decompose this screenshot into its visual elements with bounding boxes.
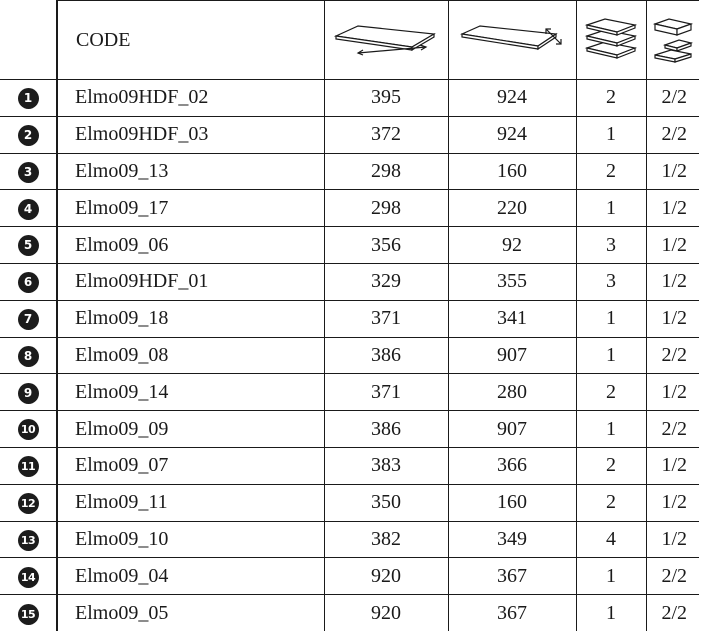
width-cell: 907 — [448, 411, 576, 448]
length-cell: 350 — [324, 484, 448, 521]
quantity-cell: 3 — [576, 227, 646, 264]
code-cell: Elmo09_07 — [57, 447, 324, 484]
length-cell: 920 — [324, 558, 448, 595]
table-row — [0, 300, 699, 337]
code-cell: Elmo09_14 — [57, 374, 324, 411]
table-row — [0, 521, 699, 558]
table-row — [0, 153, 699, 190]
width-cell: 907 — [448, 337, 576, 374]
package-cell: 2/2 — [646, 558, 699, 595]
code-cell: Elmo09HDF_02 — [57, 80, 324, 117]
width-cell: 341 — [448, 300, 576, 337]
row-number-cell — [0, 80, 57, 117]
width-cell: 220 — [448, 190, 576, 227]
row-number-badge: 10 — [18, 419, 39, 440]
code-cell: Elmo09_05 — [57, 595, 324, 631]
row-number-badge: 12 — [18, 493, 39, 514]
length-cell: 386 — [324, 337, 448, 374]
package-cell: 2/2 — [646, 411, 699, 448]
row-number-badge: 13 — [18, 530, 39, 551]
code-cell: Elmo09HDF_01 — [57, 263, 324, 300]
length-cell: 372 — [324, 116, 448, 153]
width-cell: 924 — [448, 80, 576, 117]
package-cell: 1/2 — [646, 484, 699, 521]
code-cell: Elmo09_08 — [57, 337, 324, 374]
quantity-cell: 2 — [576, 374, 646, 411]
code-cell: Elmo09_17 — [57, 190, 324, 227]
row-number-badge: 11 — [18, 456, 39, 477]
table-row — [0, 595, 699, 631]
quantity-cell: 2 — [576, 484, 646, 521]
length-cell: 371 — [324, 374, 448, 411]
row-number-cell — [0, 227, 57, 264]
row-number-badge: 7 — [18, 309, 39, 330]
length-cell: 920 — [324, 595, 448, 631]
package-cell: 1/2 — [646, 447, 699, 484]
quantity-cell: 4 — [576, 521, 646, 558]
code-column-header: CODE — [57, 1, 324, 80]
package-cell: 2/2 — [646, 337, 699, 374]
quantity-column-header — [576, 1, 646, 80]
quantity-cell: 1 — [576, 411, 646, 448]
package-cell: 1/2 — [646, 521, 699, 558]
width-cell: 355 — [448, 263, 576, 300]
row-number-cell — [0, 411, 57, 448]
row-number-cell — [0, 595, 57, 631]
length-cell: 383 — [324, 447, 448, 484]
package-cell: 1/2 — [646, 153, 699, 190]
table-row — [0, 80, 699, 117]
row-number-cell — [0, 374, 57, 411]
quantity-cell: 2 — [576, 447, 646, 484]
row-number-badge: 3 — [18, 162, 39, 183]
code-cell: Elmo09_06 — [57, 227, 324, 264]
package-cell: 1/2 — [646, 227, 699, 264]
quantity-cell: 1 — [576, 300, 646, 337]
row-number-badge: 8 — [18, 346, 39, 367]
table-row — [0, 374, 699, 411]
code-cell: Elmo09_18 — [57, 300, 324, 337]
row-number-cell — [0, 300, 57, 337]
row-number-badge: 4 — [18, 199, 39, 220]
length-cell: 382 — [324, 521, 448, 558]
table-row — [0, 484, 699, 521]
quantity-cell: 1 — [576, 116, 646, 153]
header-number-cell — [0, 1, 57, 80]
table-row — [0, 411, 699, 448]
row-number-cell — [0, 337, 57, 374]
row-number-cell — [0, 153, 57, 190]
table-row — [0, 190, 699, 227]
stacked-panels-icon — [583, 18, 639, 62]
package-column-header — [646, 1, 699, 80]
length-cell: 386 — [324, 411, 448, 448]
row-number-cell — [0, 484, 57, 521]
row-number-badge: 9 — [18, 383, 39, 404]
width-column-header — [448, 1, 576, 80]
length-cell: 371 — [324, 300, 448, 337]
quantity-cell: 2 — [576, 153, 646, 190]
package-cell: 1/2 — [646, 374, 699, 411]
table-row — [0, 116, 699, 153]
code-cell: Elmo09HDF_03 — [57, 116, 324, 153]
quantity-cell: 1 — [576, 595, 646, 631]
row-number-cell — [0, 521, 57, 558]
row-number-cell — [0, 116, 57, 153]
width-cell: 367 — [448, 558, 576, 595]
table-row — [0, 447, 699, 484]
length-cell: 298 — [324, 153, 448, 190]
width-cell: 367 — [448, 595, 576, 631]
length-cell: 395 — [324, 80, 448, 117]
width-cell: 280 — [448, 374, 576, 411]
width-cell: 160 — [448, 153, 576, 190]
quantity-cell: 1 — [576, 558, 646, 595]
panel-length-arrow-icon — [334, 23, 438, 57]
table-row — [0, 227, 699, 264]
width-cell: 349 — [448, 521, 576, 558]
code-cell: Elmo09_11 — [57, 484, 324, 521]
length-cell: 298 — [324, 190, 448, 227]
row-number-cell — [0, 447, 57, 484]
row-number-badge: 6 — [18, 272, 39, 293]
package-cell: 2/2 — [646, 595, 699, 631]
code-cell: Elmo09_13 — [57, 153, 324, 190]
code-cell: Elmo09_10 — [57, 521, 324, 558]
package-cell: 2/2 — [646, 80, 699, 117]
width-cell: 160 — [448, 484, 576, 521]
code-cell: Elmo09_09 — [57, 411, 324, 448]
package-box-icon — [651, 16, 695, 64]
length-cell: 329 — [324, 263, 448, 300]
row-number-badge: 15 — [18, 604, 39, 625]
quantity-cell: 1 — [576, 190, 646, 227]
code-cell: Elmo09_04 — [57, 558, 324, 595]
width-cell: 366 — [448, 447, 576, 484]
quantity-cell: 2 — [576, 80, 646, 117]
row-number-badge: 5 — [18, 235, 39, 256]
row-number-badge: 14 — [18, 567, 39, 588]
length-cell: 356 — [324, 227, 448, 264]
width-cell: 92 — [448, 227, 576, 264]
quantity-cell: 3 — [576, 263, 646, 300]
row-number-cell — [0, 263, 57, 300]
length-column-header — [324, 1, 448, 80]
width-cell: 924 — [448, 116, 576, 153]
row-number-badge: 1 — [18, 88, 39, 109]
row-number-cell — [0, 190, 57, 227]
table-row — [0, 263, 699, 300]
package-cell: 2/2 — [646, 116, 699, 153]
header-row — [0, 1, 699, 80]
package-cell: 1/2 — [646, 190, 699, 227]
package-cell: 1/2 — [646, 263, 699, 300]
row-number-cell — [0, 558, 57, 595]
table-row — [0, 337, 699, 374]
table-row — [0, 558, 699, 595]
row-number-badge: 2 — [18, 125, 39, 146]
package-cell: 1/2 — [646, 300, 699, 337]
panel-width-arrow-icon — [460, 23, 564, 57]
quantity-cell: 1 — [576, 337, 646, 374]
